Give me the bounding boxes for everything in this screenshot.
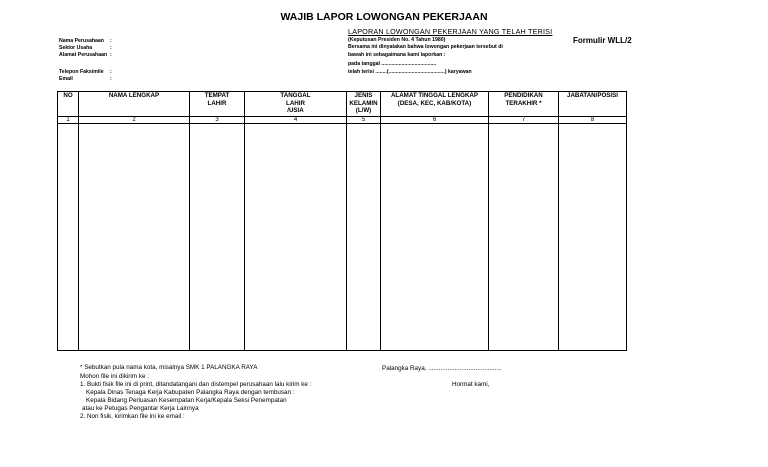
business-sector-sep: : <box>110 45 112 51</box>
report-statement-line2: bawah ini sebagaimana kami laporkan : <box>348 52 446 58</box>
footnote-city-note: * Sebutkan pula nama kota, misalnya SMK 1 PALANGKA RAYA <box>80 364 258 371</box>
report-filled-line: telah terisi ........(.......................................) karyawan <box>348 69 472 75</box>
report-decree: (Keputusan Presiden No. 4 Tahun 1980) <box>348 37 446 43</box>
col-header-birthdate <box>245 92 347 117</box>
report-date-line: pada tanggal ...................................... <box>348 61 437 67</box>
table-body-row <box>58 124 627 351</box>
col-header-no <box>58 92 79 117</box>
col-header-education <box>489 92 559 117</box>
company-address-sep: : <box>110 52 112 58</box>
col-header-education-text: PENDIDIKAN TERAKHIR * <box>504 92 543 107</box>
table-header-row <box>58 92 627 117</box>
footnote-item-2: 2. Non fisik, kirimkan file ini ke email : <box>80 413 185 420</box>
cell-address[interactable] <box>381 124 489 351</box>
cell-education[interactable] <box>489 124 559 351</box>
col-number-4: 4 <box>245 117 347 124</box>
page-title: WAJIB LAPOR LOWONGAN PEKERJAAN <box>280 11 488 23</box>
col-header-no-text: NO <box>63 92 73 99</box>
col-number-1: 1 <box>58 117 79 124</box>
col-number-8: 8 <box>559 117 627 124</box>
col-header-address <box>381 92 489 117</box>
cell-birthplace[interactable] <box>190 124 245 351</box>
report-heading: LAPORAN LOWONGAN PEKERJAAN YANG TELAH TERISI <box>348 27 553 36</box>
cell-position[interactable] <box>559 124 627 351</box>
form-code: Formulir WLL/2 <box>573 36 632 45</box>
footnote-item-1: 1. Bukti fisik file ini di print, ditandatangani dan distempel perusahaan lalu kirim ke : <box>80 381 312 388</box>
table-number-row <box>58 117 627 124</box>
col-header-gender-text: JENIS KELAMIN (L/W) <box>349 92 378 115</box>
company-address-label: Alamat Perusahaan <box>59 52 108 58</box>
col-number-2: 2 <box>79 117 190 124</box>
cell-no[interactable] <box>58 124 79 351</box>
col-header-birthplace <box>190 92 245 117</box>
email-label: Email <box>59 76 73 82</box>
email-sep: : <box>110 76 112 82</box>
col-header-full-name <box>79 92 190 117</box>
col-header-position <box>559 92 627 117</box>
col-header-address-text: ALAMAT TINGGAL LENGKAP (DESA, KEC, KAB/KOTA) <box>390 92 479 107</box>
col-header-birthdate-text: TANGGAL LAHIR /USIA <box>280 92 311 115</box>
phone-fax-sep: : <box>110 69 112 75</box>
footnote-item-1a: Kepala Dinas Tenaga Kerja Kabupaten Palangka Raya dengan tembusan : <box>86 389 295 396</box>
company-name-label: Nama Perusahaan <box>59 38 104 44</box>
col-number-5: 5 <box>347 117 381 124</box>
col-number-3: 3 <box>190 117 245 124</box>
footnote-item-1b: Kepala Bidang Perluasan Kesempatan Kerja/Kepala Seksi Penempatan <box>86 397 287 404</box>
report-statement-line1: Bersama ini dinyatakan bahwa lowongan pekerjaan tersebut di <box>348 44 503 50</box>
phone-fax-label: Telepon Faksimile <box>59 69 104 75</box>
col-header-birthplace-text: TEMPAT LAHIR <box>204 92 230 107</box>
footnote-item-1c: atau ke Petugas Pengantar Kerja Lainnya <box>82 405 199 412</box>
col-number-6: 6 <box>381 117 489 124</box>
col-header-gender <box>347 92 381 117</box>
cell-birthdate[interactable] <box>245 124 347 351</box>
business-sector-label: Sektor Usaha <box>59 45 93 51</box>
col-header-full-name-text: NAMA LENGKAP <box>108 92 160 99</box>
footnote-send-to: Mohon file ini dikirim ke : <box>80 373 149 380</box>
signature-regards: Hormat kami, <box>452 381 490 388</box>
employee-table <box>57 91 627 351</box>
cell-gender[interactable] <box>347 124 381 351</box>
col-number-7: 7 <box>489 117 559 124</box>
col-header-position-text: JABATAN/POSISI <box>567 92 618 99</box>
cell-full-name[interactable] <box>79 124 190 351</box>
company-name-sep: : <box>110 38 112 44</box>
signature-place-date: Palangka Raya, .......................................... <box>382 365 502 372</box>
